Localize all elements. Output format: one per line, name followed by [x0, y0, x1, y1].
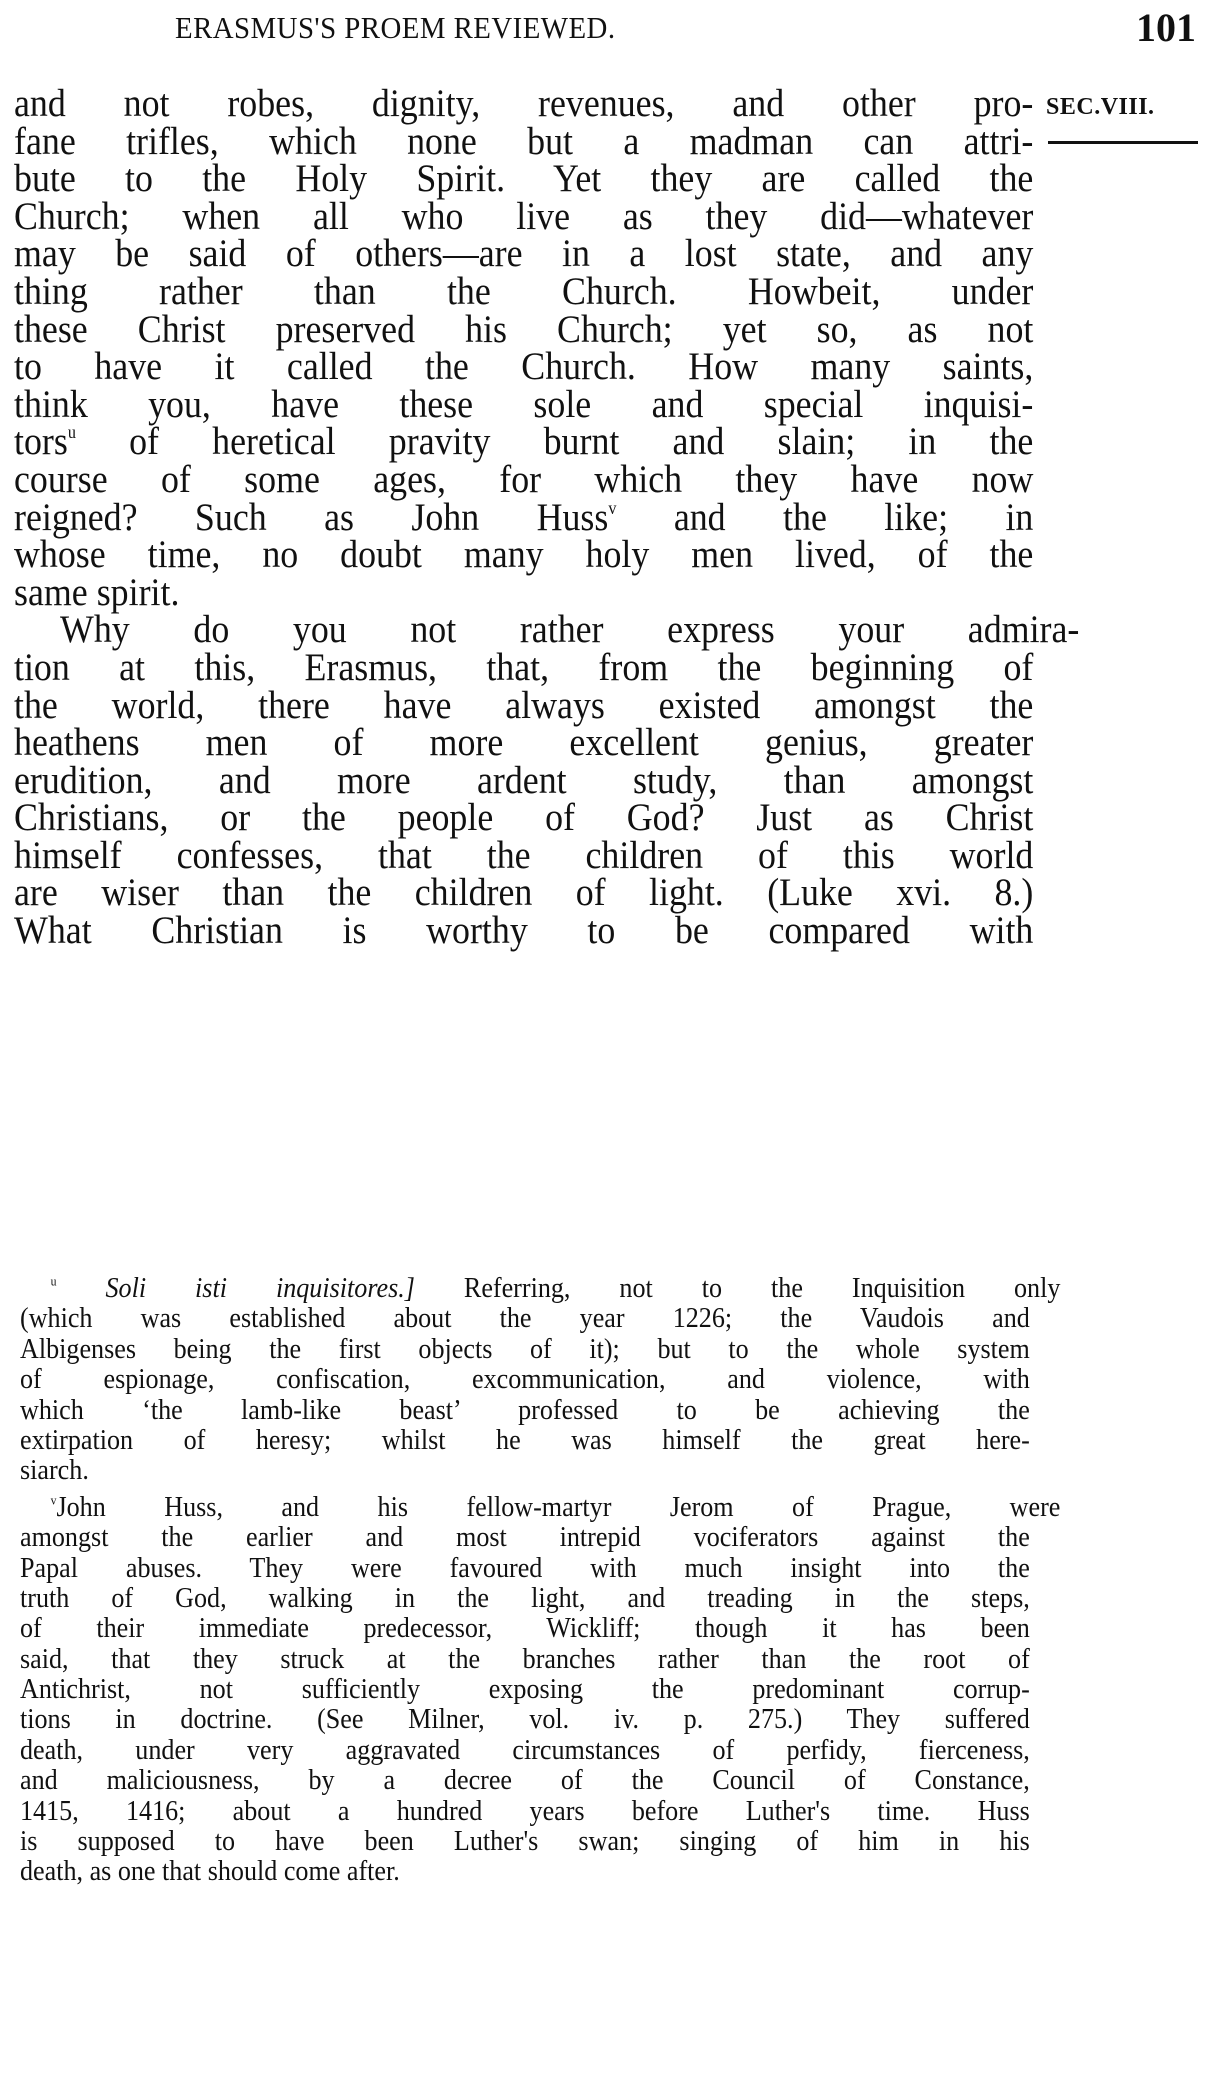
footnote-ref-v[interactable]: v [608, 497, 617, 518]
footnote-line: 1415, 1416; about a hundred years before Luther's time. Huss [20, 1794, 1030, 1827]
footnote-u [20, 1272, 1061, 1487]
footnote-line: tions in doctrine. (See Milner, vol. iv. p. 275.) They suffered [20, 1703, 1030, 1736]
footnote-line: said, that they struck at the branches rather than the root of [20, 1642, 1030, 1675]
text-line: Why do you not rather express your admira- [60, 608, 1080, 652]
text-line: What Christian is worthy to be compared with [14, 909, 1034, 953]
text-line: erudition, and more ardent study, than amongst [14, 758, 1034, 802]
text-line: bute to the Holy Spirit. Yet they are called the [14, 157, 1034, 201]
footnote-line: Antichrist, not sufficiently exposing the predominant corrup- [20, 1673, 1030, 1706]
running-head [0, 6, 1208, 56]
text-fragment: and the like; in [616, 495, 1034, 539]
text-line: these Christ preserved his Church; yet so, as not [14, 307, 1034, 351]
section-margin-note: SEC.VIII. [1046, 94, 1155, 120]
main-text-block [14, 82, 1080, 953]
footnote-marker: u [50, 1273, 57, 1289]
text-line: are wiser than the children of light. (Luke xvi. 8.) [14, 871, 1034, 915]
margin-rule-divider [1048, 141, 1198, 144]
text-fragment: Referring, not to the Inquisition only [414, 1272, 1061, 1304]
footnote-v [20, 1490, 1061, 1888]
footnote-line: and maliciousness, by a decree of the Council of Constance, [20, 1764, 1030, 1797]
footnote-line: Albigenses being the first objects of it); but to the whole system [20, 1332, 1030, 1365]
footnote-line: which ‘the lamb-like beast’ professed to be achieving the [20, 1393, 1030, 1426]
footnote-line: extirpation of heresy; whilst he was himself the great here- [20, 1423, 1030, 1456]
text-line [14, 420, 1034, 464]
footnote-line: siarch. [20, 1454, 89, 1487]
running-title: ERASMUS'S PROEM REVIEWED. [175, 10, 616, 45]
text-line: to have it called the Church. How many saints, [14, 345, 1034, 389]
text-line: course of some ages, for which they have now [14, 457, 1034, 501]
footnote-line: death, as one that should come after. [20, 1855, 400, 1888]
footnote-line: is supposed to have been Luther's swan; singing of him in his [20, 1825, 1030, 1858]
text-line: thing rather than the Church. Howbeit, under [14, 269, 1034, 313]
footnote-lemma: Soli isti inquisitores.] [105, 1272, 415, 1304]
footnote-line: Papal abuses. They were favoured with much insight into the [20, 1551, 1030, 1584]
text-line: Christians, or the people of God? Just as Christ [14, 796, 1034, 840]
footnote-line: (which was established about the year 1226; the Vaudois and [20, 1302, 1030, 1335]
footnote-line: amongst the earlier and most intrepid vociferators against the [20, 1521, 1030, 1554]
text-line: think you, have these sole and special inquisi- [14, 382, 1034, 426]
footnote-marker: v [50, 1492, 57, 1507]
text-fragment: of heretical pravity burnt and slain; in the [75, 420, 1034, 464]
footnote-line: truth of God, walking in the light, and treading in the steps, [20, 1581, 1030, 1614]
text-line: fane trifles, which none but a madman can attri- [14, 119, 1034, 163]
text-line: whose time, no doubt many holy men lived, of the [14, 533, 1034, 577]
text-line: and not robes, dignity, revenues, and other pro- [14, 82, 1034, 125]
text-fragment: tors [14, 420, 68, 464]
footnote-line: of their immediate predecessor, Wickliff; though it has been [20, 1612, 1030, 1645]
text-line: the world, there have always existed amongst the [14, 683, 1034, 727]
text-line: tion at this, Erasmus, that, from the beginning of [14, 645, 1034, 689]
text-line: may be said of others—are in a lost state, and any [14, 232, 1034, 276]
text-fragment: reigned? Such as John Huss [14, 495, 609, 539]
page-number: 101 [1136, 5, 1196, 50]
text-line [14, 495, 1034, 539]
footnotes-block [20, 1272, 1061, 1888]
text-line: himself confesses, that the children of this world [14, 833, 1034, 877]
text-fragment: John Huss, and his fellow-martyr Jerom of Prague, were [56, 1490, 1061, 1523]
text-line: Church; when all who live as they did—whatever [14, 194, 1034, 238]
footnote-ref-u[interactable]: u [67, 422, 76, 443]
footnote-line: death, under very aggravated circumstances of perfidy, fierceness, [20, 1733, 1030, 1766]
text-line: same spirit. [14, 570, 180, 614]
footnote-line [20, 1273, 1060, 1303]
footnote-line: of espionage, confiscation, excommunication, and violence, with [20, 1363, 1030, 1396]
text-line: heathens men of more excellent genius, greater [14, 721, 1034, 765]
footnote-line [20, 1492, 1060, 1522]
